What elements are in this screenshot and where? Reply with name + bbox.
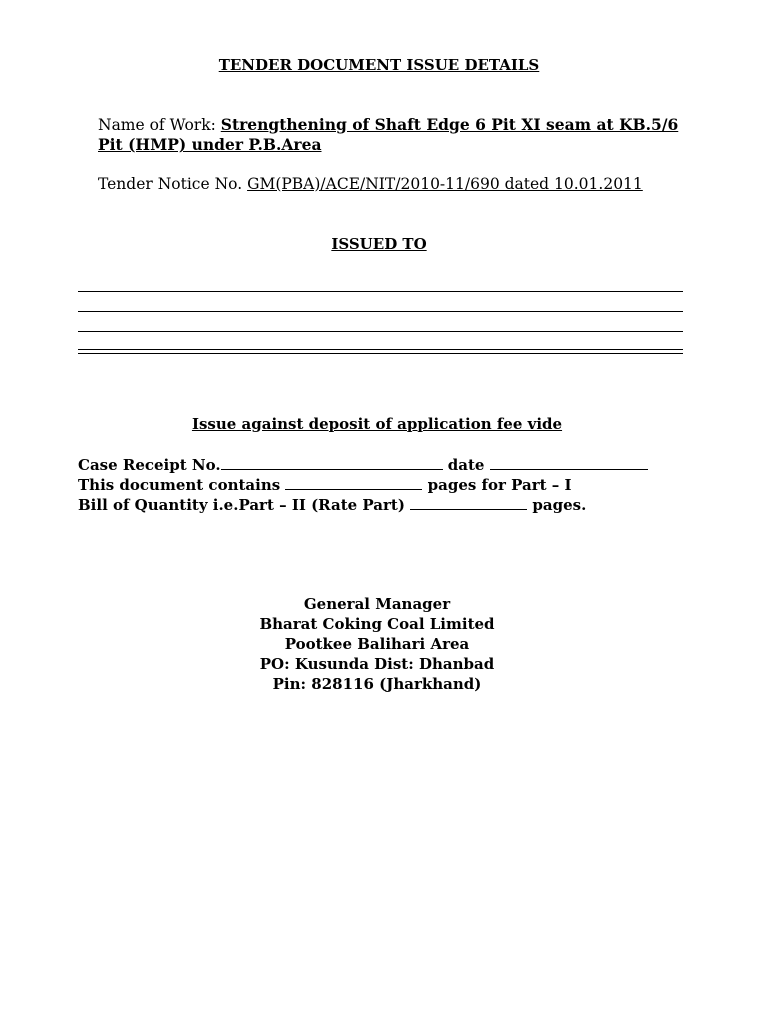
document-contains-line <box>78 475 572 495</box>
pages-part1-label: pages for Part – I <box>422 476 572 494</box>
name-of-work <box>98 115 698 155</box>
address-block <box>0 594 762 694</box>
pages-label: pages. <box>527 496 587 514</box>
address-line-company: Bharat Coking Coal Limited <box>259 615 495 633</box>
tender-notice-value: GM(PBA)/ACE/NIT/2010-11/690 dated 10.01.2011 <box>247 175 643 193</box>
case-receipt-line <box>78 455 648 475</box>
address-line-pin: Pin: 828116 (Jharkhand) <box>272 675 482 693</box>
issued-to-line-4 <box>78 349 683 354</box>
name-of-work-value-line2: Pit (HMP) under P.B.Area <box>98 135 322 154</box>
issued-to-line-3 <box>78 331 683 332</box>
tender-notice-label: Tender Notice No. <box>98 175 248 193</box>
date-label: date <box>442 456 490 474</box>
case-receipt-blank[interactable] <box>221 455 443 470</box>
issued-to-heading: ISSUED TO <box>331 235 427 253</box>
address-line-area: Pootkee Balihari Area <box>284 635 470 653</box>
pages-part1-blank[interactable] <box>285 475 422 490</box>
address-line-designation: General Manager <box>303 595 451 613</box>
pages-part2-blank[interactable] <box>410 495 527 510</box>
contains-label: This document contains <box>78 476 286 494</box>
name-of-work-value-line1: Strengthening of Shaft Edge 6 Pit XI seam at KB.5/6 <box>220 115 679 134</box>
boq-label: Bill of Quantity i.e.Part – II (Rate Part) <box>78 496 411 514</box>
date-blank[interactable] <box>490 455 648 470</box>
name-of-work-label: Name of Work: <box>98 116 221 134</box>
tender-notice <box>98 174 643 194</box>
address-line-po: PO: Kusunda Dist: Dhanbad <box>259 655 495 673</box>
fee-heading: Issue against deposit of application fee vide <box>191 415 563 433</box>
document-title: TENDER DOCUMENT ISSUE DETAILS <box>218 56 540 74</box>
issued-to-line-2 <box>78 311 683 312</box>
issued-to-line-1 <box>78 291 683 292</box>
boq-line <box>78 495 586 515</box>
case-receipt-label: Case Receipt No. <box>78 456 221 474</box>
